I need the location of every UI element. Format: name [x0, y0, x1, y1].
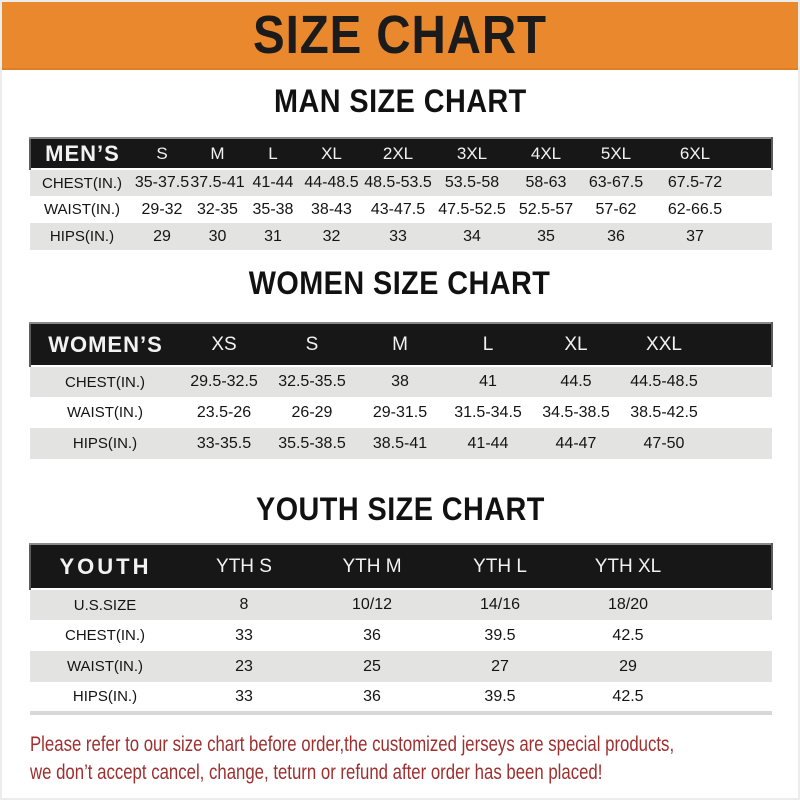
- size-value-cell: 29-31.5: [356, 397, 444, 428]
- size-column-header: 6XL: [650, 138, 740, 169]
- size-value-cell: 27: [436, 651, 564, 682]
- footer-line-2: we don’t accept cancel, change, teturn or refund after order has been placed!: [30, 760, 603, 784]
- size-value-cell: 37.5-41: [190, 169, 245, 196]
- size-value-cell: 36: [582, 223, 650, 250]
- row-spacer: [708, 428, 772, 459]
- women-section-heading-text: WOMEN SIZE CHART: [249, 265, 551, 301]
- size-value-cell: 38-43: [301, 196, 362, 223]
- size-value-cell: 35-38: [245, 196, 301, 223]
- row-label: HIPS(IN.): [30, 682, 180, 713]
- size-value-cell: 43-47.5: [362, 196, 434, 223]
- size-value-cell: 42.5: [564, 620, 692, 651]
- size-value-cell: 32.5-35.5: [268, 366, 356, 397]
- size-column-header: XXL: [620, 323, 708, 366]
- size-value-cell: 38: [356, 366, 444, 397]
- size-value-cell: 29: [134, 223, 190, 250]
- youth-section-heading-text: YOUTH SIZE CHART: [255, 491, 545, 527]
- size-value-cell: 18/20: [564, 589, 692, 620]
- youth-table-title: YOUTH: [30, 544, 180, 589]
- row-label: HIPS(IN.): [30, 428, 180, 459]
- men-size-table-container: [29, 137, 771, 250]
- women-size-table-container: [29, 322, 771, 459]
- men-header-row: [30, 138, 772, 169]
- band-spacer: [740, 138, 772, 169]
- footer-note: [30, 730, 800, 786]
- size-value-cell: 44.5-48.5: [620, 366, 708, 397]
- size-column-header: 5XL: [582, 138, 650, 169]
- size-value-cell: 23.5-26: [180, 397, 268, 428]
- size-value-cell: 44-48.5: [301, 169, 362, 196]
- size-column-header: S: [134, 138, 190, 169]
- measurement-row: [30, 169, 772, 196]
- size-value-cell: 53.5-58: [434, 169, 510, 196]
- band-spacer: [708, 323, 772, 366]
- size-value-cell: 25: [308, 651, 436, 682]
- row-spacer: [740, 223, 772, 250]
- row-spacer: [708, 366, 772, 397]
- youth-size-table: [29, 543, 773, 715]
- size-value-cell: 44-47: [532, 428, 620, 459]
- size-value-cell: 10/12: [308, 589, 436, 620]
- size-value-cell: 52.5-57: [510, 196, 582, 223]
- size-value-cell: 39.5: [436, 682, 564, 713]
- size-value-cell: 41: [444, 366, 532, 397]
- men-section-heading-text: MAN SIZE CHART: [273, 83, 527, 119]
- size-value-cell: 33: [180, 682, 308, 713]
- women-section-heading: [2, 266, 798, 300]
- size-value-cell: 33: [362, 223, 434, 250]
- size-value-cell: 57-62: [582, 196, 650, 223]
- size-value-cell: 32: [301, 223, 362, 250]
- size-value-cell: 29.5-32.5: [180, 366, 268, 397]
- women-table-title: WOMEN’S: [30, 323, 180, 366]
- size-value-cell: 63-67.5: [582, 169, 650, 196]
- size-value-cell: 8: [180, 589, 308, 620]
- size-column-header: 3XL: [434, 138, 510, 169]
- size-value-cell: 41-44: [444, 428, 532, 459]
- row-label: U.S.SIZE: [30, 589, 180, 620]
- size-value-cell: 41-44: [245, 169, 301, 196]
- size-value-cell: 32-35: [190, 196, 245, 223]
- size-value-cell: 48.5-53.5: [362, 169, 434, 196]
- youth-size-table-container: [29, 543, 771, 715]
- size-value-cell: 31: [245, 223, 301, 250]
- women-size-table: [29, 322, 773, 459]
- size-value-cell: 34.5-38.5: [532, 397, 620, 428]
- men-table-title: MEN’S: [30, 138, 134, 169]
- measurement-row: [30, 589, 772, 620]
- size-column-header: YTH S: [180, 544, 308, 589]
- page-title: SIZE CHART: [253, 5, 547, 65]
- row-spacer: [692, 682, 772, 713]
- size-column-header: YTH M: [308, 544, 436, 589]
- size-value-cell: 36: [308, 620, 436, 651]
- size-value-cell: 33: [180, 620, 308, 651]
- size-column-header: M: [356, 323, 444, 366]
- size-column-header: XL: [301, 138, 362, 169]
- size-value-cell: 38.5-41: [356, 428, 444, 459]
- size-value-cell: 58-63: [510, 169, 582, 196]
- size-value-cell: 47-50: [620, 428, 708, 459]
- row-spacer: [692, 651, 772, 682]
- size-value-cell: 29: [564, 651, 692, 682]
- size-value-cell: 38.5-42.5: [620, 397, 708, 428]
- row-label: CHEST(IN.): [30, 620, 180, 651]
- measurement-row: [30, 397, 772, 428]
- measurement-row: [30, 223, 772, 250]
- row-spacer: [692, 589, 772, 620]
- row-spacer: [740, 196, 772, 223]
- men-size-table: [29, 137, 773, 250]
- women-header-row: [30, 323, 772, 366]
- row-label: WAIST(IN.): [30, 196, 134, 223]
- footer-line-1: Please refer to our size chart before order,the customized jerseys are special products,: [30, 732, 675, 756]
- men-section-heading: [2, 84, 798, 118]
- youth-header-row: [30, 544, 772, 589]
- size-value-cell: 67.5-72: [650, 169, 740, 196]
- measurement-row: [30, 428, 772, 459]
- row-spacer: [692, 620, 772, 651]
- measurement-row: [30, 196, 772, 223]
- size-column-header: 4XL: [510, 138, 582, 169]
- size-column-header: XS: [180, 323, 268, 366]
- size-value-cell: 14/16: [436, 589, 564, 620]
- size-value-cell: 35-37.5: [134, 169, 190, 196]
- row-label: CHEST(IN.): [30, 366, 180, 397]
- title-banner: [2, 2, 798, 70]
- size-column-header: S: [268, 323, 356, 366]
- measurement-row: [30, 682, 772, 713]
- row-label: HIPS(IN.): [30, 223, 134, 250]
- size-value-cell: 42.5: [564, 682, 692, 713]
- size-value-cell: 23: [180, 651, 308, 682]
- size-value-cell: 31.5-34.5: [444, 397, 532, 428]
- size-value-cell: 62-66.5: [650, 196, 740, 223]
- size-value-cell: 39.5: [436, 620, 564, 651]
- measurement-row: [30, 620, 772, 651]
- size-value-cell: 47.5-52.5: [434, 196, 510, 223]
- row-label: CHEST(IN.): [30, 169, 134, 196]
- row-label: WAIST(IN.): [30, 651, 180, 682]
- size-value-cell: 30: [190, 223, 245, 250]
- size-column-header: XL: [532, 323, 620, 366]
- size-column-header: L: [245, 138, 301, 169]
- youth-section-heading: [2, 492, 798, 526]
- size-value-cell: 29-32: [134, 196, 190, 223]
- size-column-header: M: [190, 138, 245, 169]
- size-column-header: L: [444, 323, 532, 366]
- size-value-cell: 35: [510, 223, 582, 250]
- size-value-cell: 26-29: [268, 397, 356, 428]
- band-spacer: [692, 544, 772, 589]
- measurement-row: [30, 366, 772, 397]
- row-label: WAIST(IN.): [30, 397, 180, 428]
- size-value-cell: 33-35.5: [180, 428, 268, 459]
- row-spacer: [740, 169, 772, 196]
- size-value-cell: 36: [308, 682, 436, 713]
- measurement-row: [30, 651, 772, 682]
- size-value-cell: 44.5: [532, 366, 620, 397]
- size-column-header: YTH L: [436, 544, 564, 589]
- row-spacer: [708, 397, 772, 428]
- size-value-cell: 35.5-38.5: [268, 428, 356, 459]
- size-value-cell: 37: [650, 223, 740, 250]
- size-value-cell: 34: [434, 223, 510, 250]
- size-column-header: YTH XL: [564, 544, 692, 589]
- size-column-header: 2XL: [362, 138, 434, 169]
